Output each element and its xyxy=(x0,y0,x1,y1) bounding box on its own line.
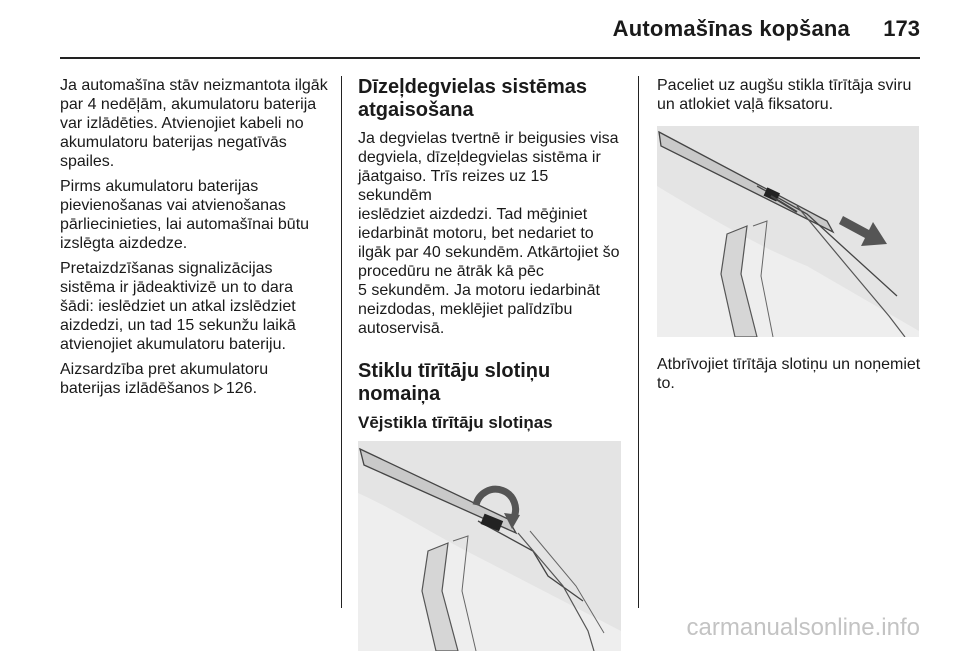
battery-protection-text: Aizsardzība pret akumulatoru baterijas izlādēšanos xyxy=(60,361,269,397)
heading-wiper-replacement: Stiklu tīrītāju slotiņu nomaiņa xyxy=(358,360,551,405)
page-reference-arrow-icon xyxy=(214,383,223,394)
paragraph-storage: Ja automašīna stāv neizmantota ilgāk par 4 nedēļām, akumulatoru baterija var izlādēties. Atvienojiet kabeli no akumulatoru baterijas negatīvās spailes. xyxy=(60,77,328,170)
paragraph-diesel-bleeding: Ja degvielas tvertnē ir beigusies visa degviela, dīzeļdegvielas sistēma ir jāatgaiso. Trīs reizes uz 15 sekundēm ieslēdziet aizdedzi. Tad mēģiniet iedarbināt motoru, bet nedariet to ilgāk par 40 sekundēm. Atkārtojiet šo procedūru ne ātrāk kā pēc 5 sekundēm. Ja motoru iedarbināt neizdodas, meklējiet palīdzību autoservisā. xyxy=(358,130,620,337)
column-1 xyxy=(60,76,332,404)
paragraph-release-blade: Atbrīvojiet tīrītāja slotiņu un noņemiet to. xyxy=(657,356,921,392)
paragraph-alarm: Pretaizdzīšanas signalizācijas sistēma ir jādeaktivizē un to dara šādi: ieslēdziet un atkal izslēdziet aizdedzi, un tad 15 sekunžu laikā atvienojiet akumulatoru bateriju. xyxy=(60,260,296,353)
paragraph-ignition: Pirms akumulatoru baterijas pievienošanas vai atvienošanas pārliecinieties, lai automašīnai būtu izslēgta aizdedze. xyxy=(60,178,310,252)
column-divider-2 xyxy=(638,76,639,608)
heading-diesel-bleeding: Dīzeļdegvielas sistēmas atgaisošana xyxy=(358,76,588,121)
wiper-arm-lift-illustration xyxy=(358,441,621,651)
page-number: 173 xyxy=(883,16,920,41)
watermark: carmanualsonline.info xyxy=(686,614,920,641)
column-2 xyxy=(358,76,626,651)
header-divider xyxy=(60,57,920,59)
wiper-blade-release-illustration xyxy=(657,126,919,337)
subheading-windscreen-wipers: Vējstikla tīrītāju slotiņas xyxy=(358,413,553,432)
column-divider-1 xyxy=(341,76,342,608)
page-reference-link[interactable]: 126. xyxy=(225,380,258,397)
column-3 xyxy=(657,76,922,399)
paragraph-lift-arm: Paceliet uz augšu stikla tīrītāja sviru un atlokiet vaļā fiksatoru. xyxy=(657,77,912,113)
page-header-title: Automašīnas kopšana xyxy=(612,16,850,41)
paragraph-battery-protection xyxy=(60,360,332,398)
